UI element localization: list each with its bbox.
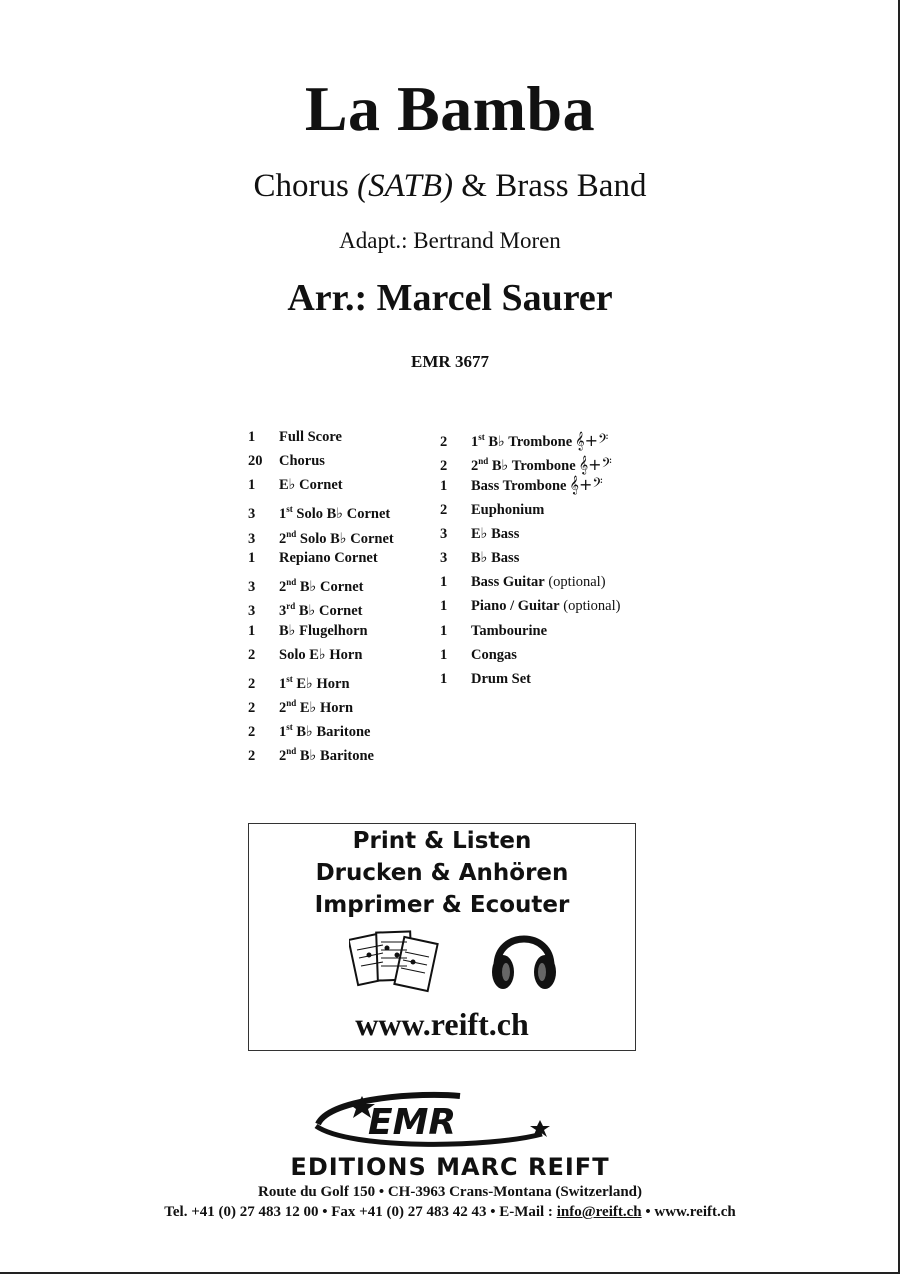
part-quantity: 1 bbox=[440, 598, 448, 615]
part-row bbox=[248, 546, 394, 570]
part-quantity: 1 bbox=[248, 549, 256, 566]
emr-logo bbox=[310, 1090, 560, 1152]
part-name: 1st B♭ Baritone bbox=[279, 722, 371, 741]
arranger-credit: Arr.: Marcel Saurer bbox=[287, 277, 613, 319]
part-row bbox=[440, 570, 620, 594]
part-row bbox=[248, 449, 394, 473]
part-quantity: 1 bbox=[248, 429, 256, 445]
part-name: 3rd B♭ Cornet bbox=[279, 601, 363, 620]
part-quantity: 20 bbox=[248, 453, 263, 470]
part-quantity: 3 bbox=[440, 549, 448, 566]
promo-url[interactable]: www.reift.ch bbox=[355, 1006, 529, 1042]
part-row bbox=[440, 522, 620, 546]
part-name: Tambourine bbox=[471, 622, 548, 639]
part-name: 2nd B♭ Trombone bbox=[471, 456, 576, 475]
publisher-contact bbox=[0, 1204, 900, 1221]
part-quantity: 3 bbox=[248, 530, 256, 547]
part-row bbox=[248, 594, 394, 618]
part-row bbox=[440, 594, 620, 618]
part-quantity: 2 bbox=[248, 748, 256, 765]
parts-list-left bbox=[248, 425, 394, 764]
part-name: Euphonium bbox=[471, 501, 545, 518]
part-name: Repiano Cornet bbox=[279, 549, 378, 566]
contact-prefix: Tel. +41 (0) 27 483 12 00 • Fax +41 (0) 27 483 42 43 • E-Mail : bbox=[164, 1204, 557, 1220]
part-quantity: 2 bbox=[248, 646, 256, 663]
part-quantity: 1 bbox=[248, 622, 256, 639]
part-quantity: 1 bbox=[440, 478, 448, 495]
promo-line-de: Drucken & Anhören bbox=[315, 860, 569, 886]
catalog-number: EMR 3677 bbox=[411, 352, 489, 371]
clef-icon: 𝄞+𝄢 bbox=[578, 455, 612, 475]
part-row bbox=[440, 667, 620, 691]
part-name: 1st Solo B♭ Cornet bbox=[279, 504, 391, 523]
part-row bbox=[248, 498, 394, 522]
publisher-name: EDITIONS MARC REIFT bbox=[290, 1153, 610, 1181]
subtitle-suffix: & Brass Band bbox=[453, 168, 647, 204]
part-name: 2nd Solo B♭ Cornet bbox=[279, 528, 394, 547]
part-name: Solo E♭ Horn bbox=[279, 646, 363, 663]
subtitle-prefix: Chorus bbox=[253, 168, 358, 204]
email-link[interactable]: info@reift.ch bbox=[556, 1204, 642, 1220]
adaptation-credit: Adapt.: Bertrand Moren bbox=[339, 228, 561, 253]
part-row bbox=[248, 715, 394, 739]
part-name: Drum Set bbox=[471, 670, 532, 687]
part-row bbox=[440, 425, 620, 449]
part-row bbox=[248, 643, 394, 667]
part-name: 1st B♭ Trombone bbox=[471, 432, 573, 450]
part-quantity: 2 bbox=[248, 724, 256, 741]
promo-line-fr: Imprimer & Ecouter bbox=[314, 892, 570, 918]
part-name: B♭ Bass bbox=[471, 549, 520, 566]
print-listen-box bbox=[248, 823, 636, 1051]
part-name: B♭ Flugelhorn bbox=[279, 622, 368, 639]
part-row bbox=[440, 498, 620, 522]
part-row bbox=[248, 425, 394, 449]
sheet-music-icon bbox=[349, 928, 445, 1000]
part-quantity: 3 bbox=[248, 603, 256, 620]
part-row bbox=[440, 619, 620, 643]
part-name: Bass Trombone bbox=[471, 478, 567, 495]
part-quantity: 2 bbox=[440, 433, 448, 450]
part-row bbox=[440, 449, 620, 473]
part-quantity: 3 bbox=[248, 578, 256, 595]
part-name: E♭ Cornet bbox=[279, 477, 343, 494]
subtitle-italic: (SATB) bbox=[357, 168, 454, 204]
part-row bbox=[440, 643, 620, 667]
contact-suffix: • www.reift.ch bbox=[641, 1204, 736, 1220]
part-row bbox=[248, 619, 394, 643]
part-row bbox=[248, 667, 394, 691]
part-quantity: 2 bbox=[440, 501, 448, 518]
part-row bbox=[248, 473, 394, 497]
part-row bbox=[440, 546, 620, 570]
clef-icon: 𝄞+𝄢 bbox=[575, 430, 609, 450]
part-name: 1st E♭ Horn bbox=[279, 673, 350, 692]
part-note: (optional) bbox=[544, 574, 606, 591]
part-name: 2nd B♭ Cornet bbox=[279, 577, 364, 595]
part-name: Chorus bbox=[279, 453, 325, 470]
part-quantity: 3 bbox=[440, 525, 448, 542]
part-quantity: 2 bbox=[248, 699, 256, 716]
part-quantity: 1 bbox=[248, 477, 256, 494]
clef-icon: 𝄞+𝄢 bbox=[569, 475, 603, 495]
part-quantity: 1 bbox=[440, 574, 448, 591]
subtitle bbox=[0, 168, 900, 205]
page-title: La Bamba bbox=[304, 73, 596, 144]
part-name: Piano / Guitar bbox=[471, 598, 560, 615]
part-quantity: 1 bbox=[440, 622, 448, 639]
part-name: 2nd E♭ Horn bbox=[279, 698, 354, 716]
part-row bbox=[248, 522, 394, 546]
part-row bbox=[440, 473, 620, 497]
logo-text: EMR bbox=[368, 1102, 457, 1143]
part-name: Bass Guitar bbox=[471, 574, 545, 591]
part-quantity: 2 bbox=[440, 458, 448, 475]
part-quantity: 3 bbox=[248, 506, 256, 523]
headphones-icon bbox=[489, 922, 559, 998]
part-quantity: 1 bbox=[440, 646, 448, 663]
part-row bbox=[248, 691, 394, 715]
part-name: 2nd B♭ Baritone bbox=[279, 746, 374, 765]
part-name: E♭ Bass bbox=[471, 525, 520, 542]
promo-line-en: Print & Listen bbox=[352, 828, 532, 854]
part-quantity: 2 bbox=[248, 675, 256, 692]
publisher-address: Route du Golf 150 • CH-3963 Crans-Montana (Switzerland) bbox=[258, 1184, 642, 1200]
part-row bbox=[248, 739, 394, 763]
part-note: (optional) bbox=[559, 598, 621, 615]
part-row bbox=[248, 570, 394, 594]
parts-list-right bbox=[440, 425, 620, 691]
part-quantity: 1 bbox=[440, 670, 448, 687]
part-name: Full Score bbox=[279, 429, 342, 445]
part-name: Congas bbox=[471, 646, 517, 663]
